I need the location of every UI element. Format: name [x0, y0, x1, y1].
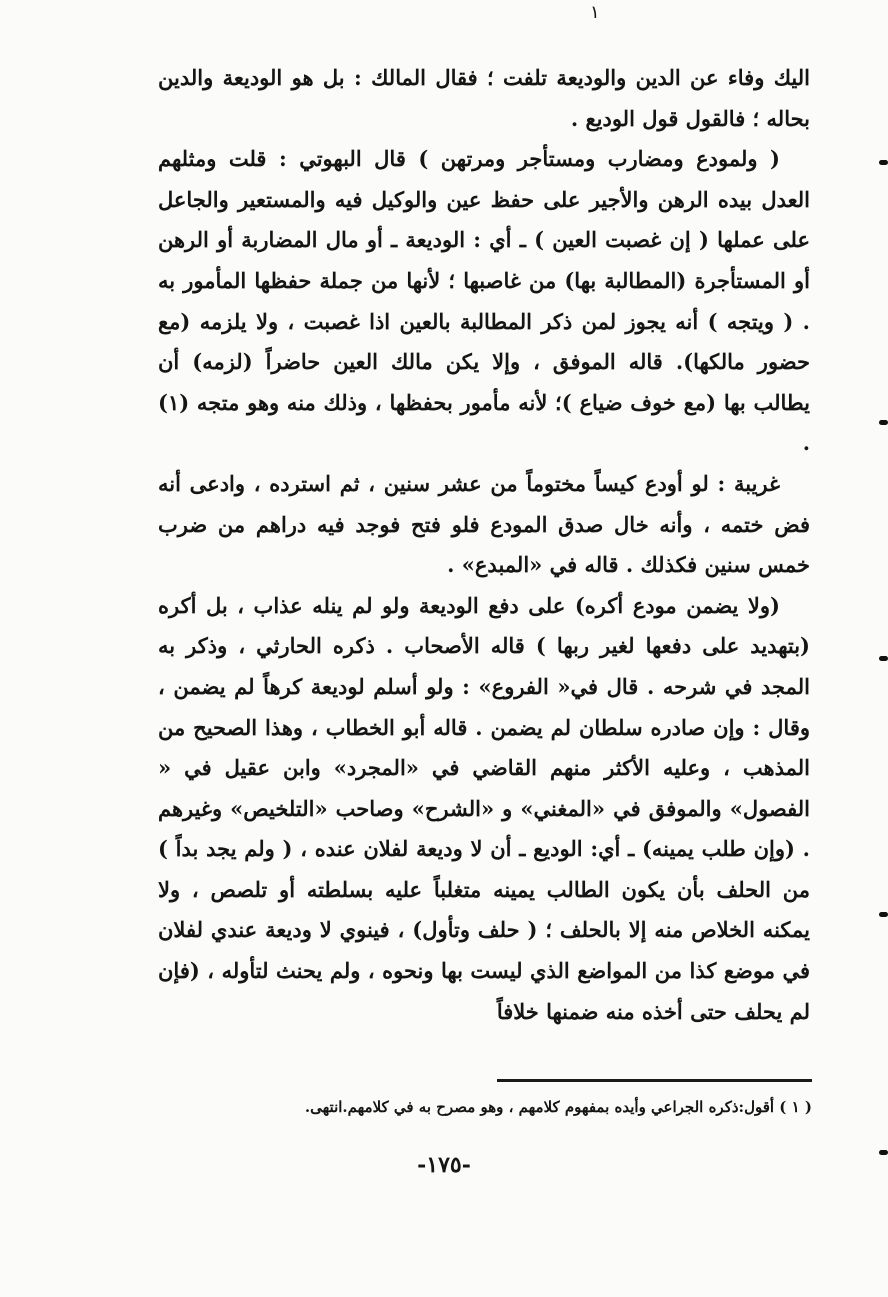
footnote: ( ١ ) أقول:ذكره الجراعي وأيده بمفهوم كلامهم ، وهو مصرح به في كلامهم.انتهى. [304, 1098, 812, 1116]
paragraph-2: ( ولمودع ومضارب ومستأجر ومرتهن ) قال البهوتي : قلت ومثلهم العدل بيده الرهن والأجير على حفظ عين والوكيل فيه والمستعير والجاعل على عملها ( إن غصبت العين ) ـ أي : الوديعة ـ أو مال المضاربة أو الرهن أو المستأجرة (المطالبة بها) من غاصبها ؛ لأنها من جملة حفظها المأمور به . ( ويتجه ) أنه يجوز لمن ذكر المطالبة بالعين اذا غصبت ، ولا يلزمه (مع حضور مالكها). قاله الموفق ، وإلا يكن مالك العين حاضراً (لزمه) أن يطالب بها (مع خوف ضياع )؛ لأنه مأمور بحفظها ، وذلك منه وهو متجه (١) . [158, 146, 810, 456]
edge-mark [879, 912, 888, 917]
paragraph-1: اليك وفاء عن الدين والوديعة تلفت ؛ فقال المالك : بل هو الوديعة والدين بحاله ؛ فالقول قول الوديع . [158, 65, 810, 131]
page-number: -١٧٥- [417, 1152, 471, 1178]
main-text [158, 58, 810, 1032]
top-page-mark: ١ [590, 2, 600, 23]
edge-mark [879, 160, 888, 165]
footnote-rule [497, 1079, 812, 1082]
paragraph-4: (ولا يضمن مودع أكره) على دفع الوديعة ولو لم ينله عذاب ، بل أكره (بتهديد على دفعها لغير ربها ) قاله الأصحاب . ذكره الحارثي ، وذكر به المجد في شرحه . قال في« الفروع» : ولو أسلم لوديعة كرهاً لم يضمن ، وقال : وإن صادره سلطان لم يضمن . قاله أبو الخطاب ، وهذا الصحيح من المذهب ، وعليه الأكثر منهم القاضي في «المجرد» وابن عقيل في « الفصول» والموفق في «المغني» و «الشرح» وصاحب «التلخيص» وغيرهم . (وإن طلب يمينه) ـ أي: الوديع ـ أن لا وديعة لفلان عنده ، ( ولم يجد بداً ) من الحلف بأن يكون الطالب يمينه متغلباً عليه بسلطته أو تلصص ، ولا يمكنه الخلاص منه إلا بالحلف ؛ ( حلف وتأول) ، فينوي لا وديعة عندي لفلان في موضع كذا من المواضع الذي ليست بها ونحوه ، ولم يحنث لتأوله ، (فإن لم يحلف حتى أخذه منه ضمنها خلافاً [158, 592, 810, 1024]
edge-mark [879, 420, 888, 425]
edge-mark [879, 656, 888, 661]
edge-mark [879, 1150, 888, 1155]
paragraph-3: غريبة : لو أودع كيساً مختوماً من عشر سنين ، ثم استرده ، وادعى أنه فض ختمه ، وأنه خال صدق المودع فلو فتح فوجد فيه دراهم من ضرب خمس سنين فكذلك . قاله في «المبدع» . [158, 470, 810, 578]
